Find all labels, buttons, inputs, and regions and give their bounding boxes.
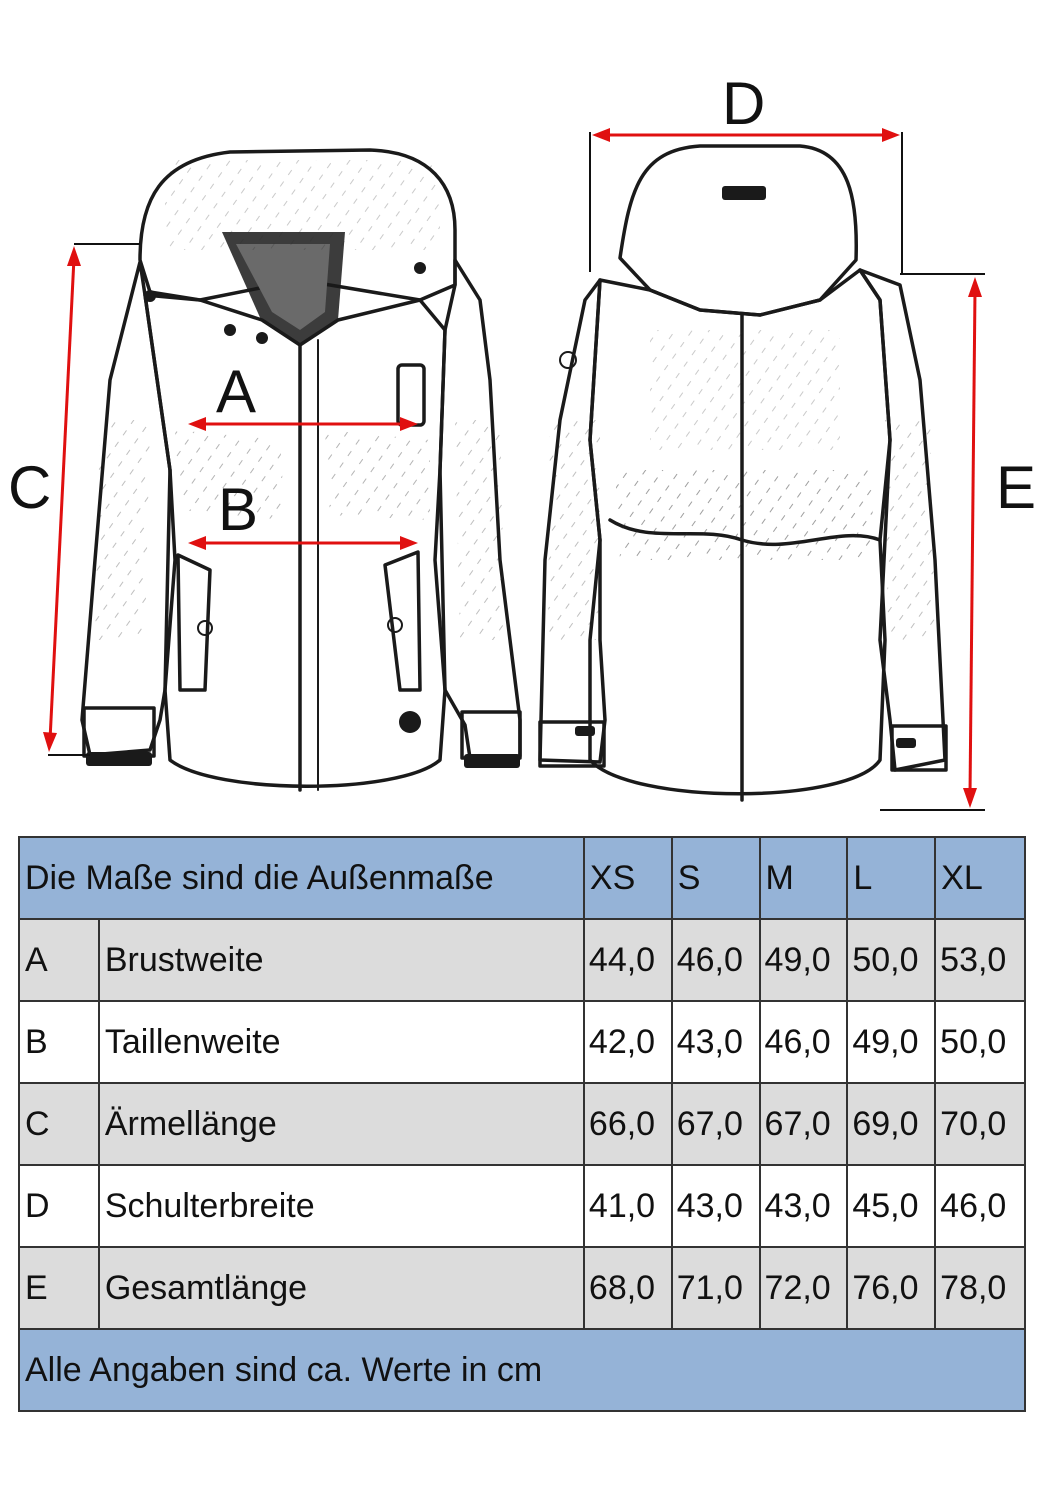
row-value: 70,0 <box>935 1083 1025 1165</box>
table-row <box>19 1001 1025 1083</box>
table-row <box>19 1083 1025 1165</box>
size-header: XS <box>584 837 672 919</box>
table-header-title: Die Maße sind die Außenmaße <box>19 837 584 919</box>
row-key: D <box>19 1165 99 1247</box>
row-value: 67,0 <box>760 1083 848 1165</box>
row-value: 43,0 <box>672 1001 760 1083</box>
label-b: B <box>218 476 259 543</box>
table-row <box>19 919 1025 1001</box>
table-row <box>19 1247 1025 1329</box>
table-footer-note: Alle Angaben sind ca. Werte in cm <box>19 1329 1025 1411</box>
row-key: A <box>19 919 99 1001</box>
row-value: 53,0 <box>935 919 1025 1001</box>
row-label: Taillenweite <box>99 1001 584 1083</box>
front-right-cuff-trim <box>464 754 520 768</box>
row-value: 71,0 <box>672 1247 760 1329</box>
row-value: 43,0 <box>760 1165 848 1247</box>
row-key: B <box>19 1001 99 1083</box>
jacket-front-view <box>82 150 520 790</box>
label-d: D <box>722 70 766 137</box>
table-footer-row <box>19 1329 1025 1411</box>
back-hood <box>620 146 856 315</box>
jacket-back-view <box>540 146 946 800</box>
label-c: C <box>8 454 52 521</box>
table-header-row <box>19 837 1025 919</box>
row-value: 66,0 <box>584 1083 672 1165</box>
row-value: 49,0 <box>847 1001 935 1083</box>
row-value: 50,0 <box>847 919 935 1001</box>
table-row <box>19 1165 1025 1247</box>
size-header: M <box>760 837 848 919</box>
size-header: L <box>847 837 935 919</box>
row-value: 46,0 <box>760 1001 848 1083</box>
row-value: 41,0 <box>584 1165 672 1247</box>
row-value: 69,0 <box>847 1083 935 1165</box>
row-value: 44,0 <box>584 919 672 1001</box>
row-value: 50,0 <box>935 1001 1025 1083</box>
row-label: Gesamtlänge <box>99 1247 584 1329</box>
front-left-pocket <box>178 555 210 690</box>
row-value: 43,0 <box>672 1165 760 1247</box>
row-value: 78,0 <box>935 1247 1025 1329</box>
label-a: A <box>216 358 257 425</box>
front-left-cuff-trim <box>86 752 152 766</box>
row-key: C <box>19 1083 99 1165</box>
label-e: E <box>996 454 1037 521</box>
row-value: 49,0 <box>760 919 848 1001</box>
row-value: 46,0 <box>672 919 760 1001</box>
row-value: 76,0 <box>847 1247 935 1329</box>
front-chest-pocket <box>398 365 424 425</box>
row-label: Brustweite <box>99 919 584 1001</box>
row-value: 67,0 <box>672 1083 760 1165</box>
row-key: E <box>19 1247 99 1329</box>
back-hood-label <box>722 186 766 200</box>
row-value: 46,0 <box>935 1165 1025 1247</box>
row-label: Schulterbreite <box>99 1165 584 1247</box>
row-label: Ärmellänge <box>99 1083 584 1165</box>
row-value: 42,0 <box>584 1001 672 1083</box>
size-chart-table <box>18 836 1026 1412</box>
row-value: 45,0 <box>847 1165 935 1247</box>
row-value: 72,0 <box>760 1247 848 1329</box>
size-header: XL <box>935 837 1025 919</box>
size-header: S <box>672 837 760 919</box>
front-logo-badge <box>399 711 421 733</box>
row-value: 68,0 <box>584 1247 672 1329</box>
